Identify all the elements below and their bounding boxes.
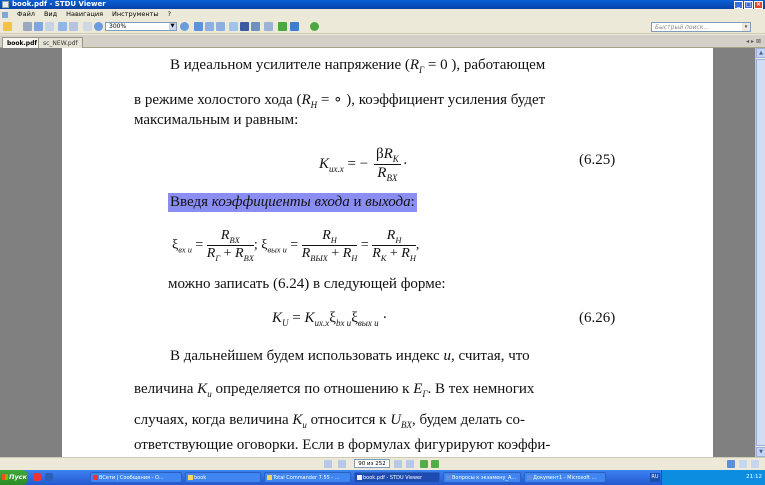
pdf-page — [62, 48, 713, 457]
history-back-icon[interactable] — [420, 460, 428, 468]
text-run: В идеальном усилителе напряжение ( — [170, 57, 410, 73]
title-bar — [0, 0, 765, 9]
back-icon[interactable] — [278, 22, 287, 31]
print-icon[interactable] — [23, 22, 32, 31]
task-total-commander[interactable] — [264, 472, 351, 483]
next-page-icon[interactable] — [394, 460, 402, 468]
double-view-icon[interactable] — [739, 460, 747, 468]
window-controls — [734, 0, 763, 9]
text-run: в режиме холостого хода ( — [134, 92, 302, 108]
copy-icon[interactable] — [58, 22, 67, 31]
vertical-scrollbar[interactable] — [755, 48, 765, 457]
paragraph-1-line-3: максимальным и равным: — [134, 112, 299, 128]
task-label: Total Commander 7.55 - ... — [273, 475, 340, 481]
fit-page-icon[interactable] — [83, 22, 92, 31]
fraction: $R_{BX}$ $R_Г + R_{BX}$ — [206, 228, 254, 263]
text-run: случаях, когда величина — [134, 412, 289, 428]
text-run: : — [410, 194, 415, 210]
zoom-value: 300% — [109, 23, 127, 30]
system-menu-icon[interactable] — [2, 12, 8, 18]
window-title: book.pdf - STDU Viewer — [12, 0, 106, 8]
paragraph-2: можно записать (6.24) в следующей форме: — [168, 276, 446, 292]
continuous-icon[interactable] — [240, 22, 249, 31]
text-run: . В тех немногих — [427, 381, 535, 397]
opera-icon[interactable] — [33, 473, 41, 481]
maximize-button[interactable]: □ — [745, 0, 752, 8]
zoom-select[interactable] — [105, 22, 177, 31]
fraction: $\frac{R_H}{R_K + R_H}$ — [372, 228, 416, 263]
move-icon[interactable] — [194, 22, 203, 31]
history-forward-icon[interactable] — [431, 460, 439, 468]
equation-coefficients: $\xi_{вх и}$ = $R_{BX}$ $R_Г + R_{BX}$ ; $\xi_{вых и}$ = $R_H$ $R_{BЫX} + R_H$ = $\frac{R_H}{R_K + R_H}$ , — [172, 228, 420, 263]
text-run: В дальнейшем будем использовать индекс — [170, 348, 440, 364]
single-view-icon[interactable] — [727, 460, 735, 468]
select-icon[interactable] — [69, 22, 78, 31]
language-indicator[interactable]: RU — [651, 474, 659, 480]
prev-page-icon[interactable] — [338, 460, 346, 468]
equation-6-26: $K_U = K_{ux.x}\xi_{bx и}\xi_{вых и}$ · — [272, 310, 388, 328]
text-run: определяется по отношению к — [215, 381, 410, 397]
clock[interactable]: 21:12 — [746, 474, 762, 480]
quick-search-input[interactable] — [651, 22, 751, 32]
task-label: book — [194, 475, 207, 481]
scroll-right-icon[interactable] — [216, 22, 225, 31]
two-page-icon[interactable] — [251, 22, 260, 31]
fraction: $\beta R_K$ $R_{BX}$ — [375, 146, 399, 183]
menu-file[interactable]: Файл — [17, 10, 35, 18]
scroll-down-icon[interactable]: ▼ — [756, 447, 765, 457]
scroll-left-icon[interactable] — [205, 22, 214, 31]
fraction: $R_H$ $R_{BЫX} + R_H$ — [301, 228, 358, 263]
tab-book-pdf[interactable]: book.pdf — [2, 37, 42, 48]
task-label: ВСети | Сообщения - О... — [99, 475, 164, 481]
equation-6-25: $K_{ux.x}$ = − $\beta R_K$ $R_{BX}$ · — [319, 146, 408, 183]
show-desktop-icon[interactable] — [45, 473, 53, 481]
app-icon — [2, 1, 9, 8]
paragraph-1-line-2: в режиме холостого хода ($R_H$ = ∘ ), коэффициент усиления будет — [134, 92, 546, 110]
equation-number-6-26: (6.26) — [579, 310, 616, 326]
forward-icon[interactable] — [290, 22, 299, 31]
paragraph-3-line-2: величина $K_и$ определяется по отношению к $E_Г$. В тех немногих — [134, 381, 535, 399]
taskbar — [0, 470, 765, 485]
menu-navigation[interactable]: Навигация — [66, 10, 104, 18]
task-label: book.pdf - STDU Viewer — [363, 475, 423, 481]
text-run: ), коэффициент усиления будет — [346, 92, 546, 108]
first-page-icon[interactable] — [324, 460, 332, 468]
text-run: , считая, что — [450, 348, 530, 364]
windows-logo-icon — [2, 474, 8, 480]
task-label: Вопросы к экзамену_А... — [452, 475, 517, 481]
paragraph-3-line-4: ответствующие оговорки. Если в формулах фигурируют коэффи- — [134, 437, 551, 453]
single-page-icon[interactable] — [229, 22, 238, 31]
open-icon[interactable] — [3, 22, 12, 31]
tab-navigation[interactable]: ◂ ▸ ⊠ — [746, 38, 761, 45]
task-voprosy[interactable] — [443, 472, 521, 483]
task-vseti[interactable] — [90, 472, 182, 483]
equation-number-6-25: (6.25) — [579, 152, 616, 168]
paragraph-3-line-3: случаях, когда величина $K_и$ относится к $U_{BX}$, будем делать со- — [134, 412, 526, 430]
zoom-in-icon[interactable] — [180, 22, 189, 31]
export-icon[interactable] — [45, 22, 54, 31]
paragraph-1-line-1: В идеальном усилителе напряжение ($R_Г = 0$ ), работающем — [170, 57, 546, 75]
task-stdu-viewer[interactable] — [354, 472, 440, 483]
chevron-down-icon[interactable]: ▼ — [170, 23, 175, 29]
minimize-button[interactable]: _ — [734, 1, 743, 9]
text-run: выхода — [365, 194, 411, 210]
text-run: коэффициенты входа — [211, 194, 350, 210]
text-run: ), работающем — [451, 57, 546, 73]
tab-sc-new-pdf[interactable]: sc_NEW.pdf — [38, 37, 83, 48]
task-label: Документ1 - Microsoft ... — [533, 475, 597, 481]
text-run: относится к — [310, 412, 387, 428]
text-run: величина — [134, 381, 194, 397]
system-tray — [661, 470, 765, 485]
scroll-thumb[interactable] — [756, 59, 765, 446]
zoom-out-icon[interactable] — [94, 22, 103, 31]
menu-tools[interactable]: Инструменты — [112, 10, 159, 18]
scroll-up-icon[interactable]: ▲ — [756, 48, 765, 58]
thumbnails-icon[interactable] — [264, 22, 273, 31]
menu-bar — [0, 9, 765, 20]
document-tabs — [0, 35, 765, 48]
grid-view-icon[interactable] — [751, 460, 759, 468]
search-placeholder: Быстрый поиск... — [655, 24, 710, 31]
task-book[interactable] — [185, 472, 261, 483]
menu-view[interactable]: Вид — [43, 10, 58, 18]
menu-help[interactable]: ? — [167, 10, 172, 18]
start-label: Пуск — [9, 473, 27, 481]
text-run: Введя — [170, 194, 212, 210]
close-button[interactable]: × — [755, 0, 762, 8]
highlighted-sentence — [168, 193, 417, 212]
task-word-document[interactable] — [524, 472, 606, 483]
paragraph-3-line-1: В дальнейшем будем использовать индекс и, считая, что — [170, 348, 530, 364]
search-dropdown-icon[interactable]: ▾ — [742, 23, 750, 31]
text-run: и — [349, 194, 366, 210]
rotate-icon[interactable] — [310, 22, 319, 31]
start-button[interactable] — [0, 470, 28, 485]
text-run: , будем делать со- — [412, 412, 526, 428]
document-viewport[interactable] — [0, 48, 755, 457]
page-indicator-input[interactable]: 90 из 252 — [354, 459, 390, 468]
save-icon[interactable] — [34, 22, 43, 31]
last-page-icon[interactable] — [406, 460, 414, 468]
